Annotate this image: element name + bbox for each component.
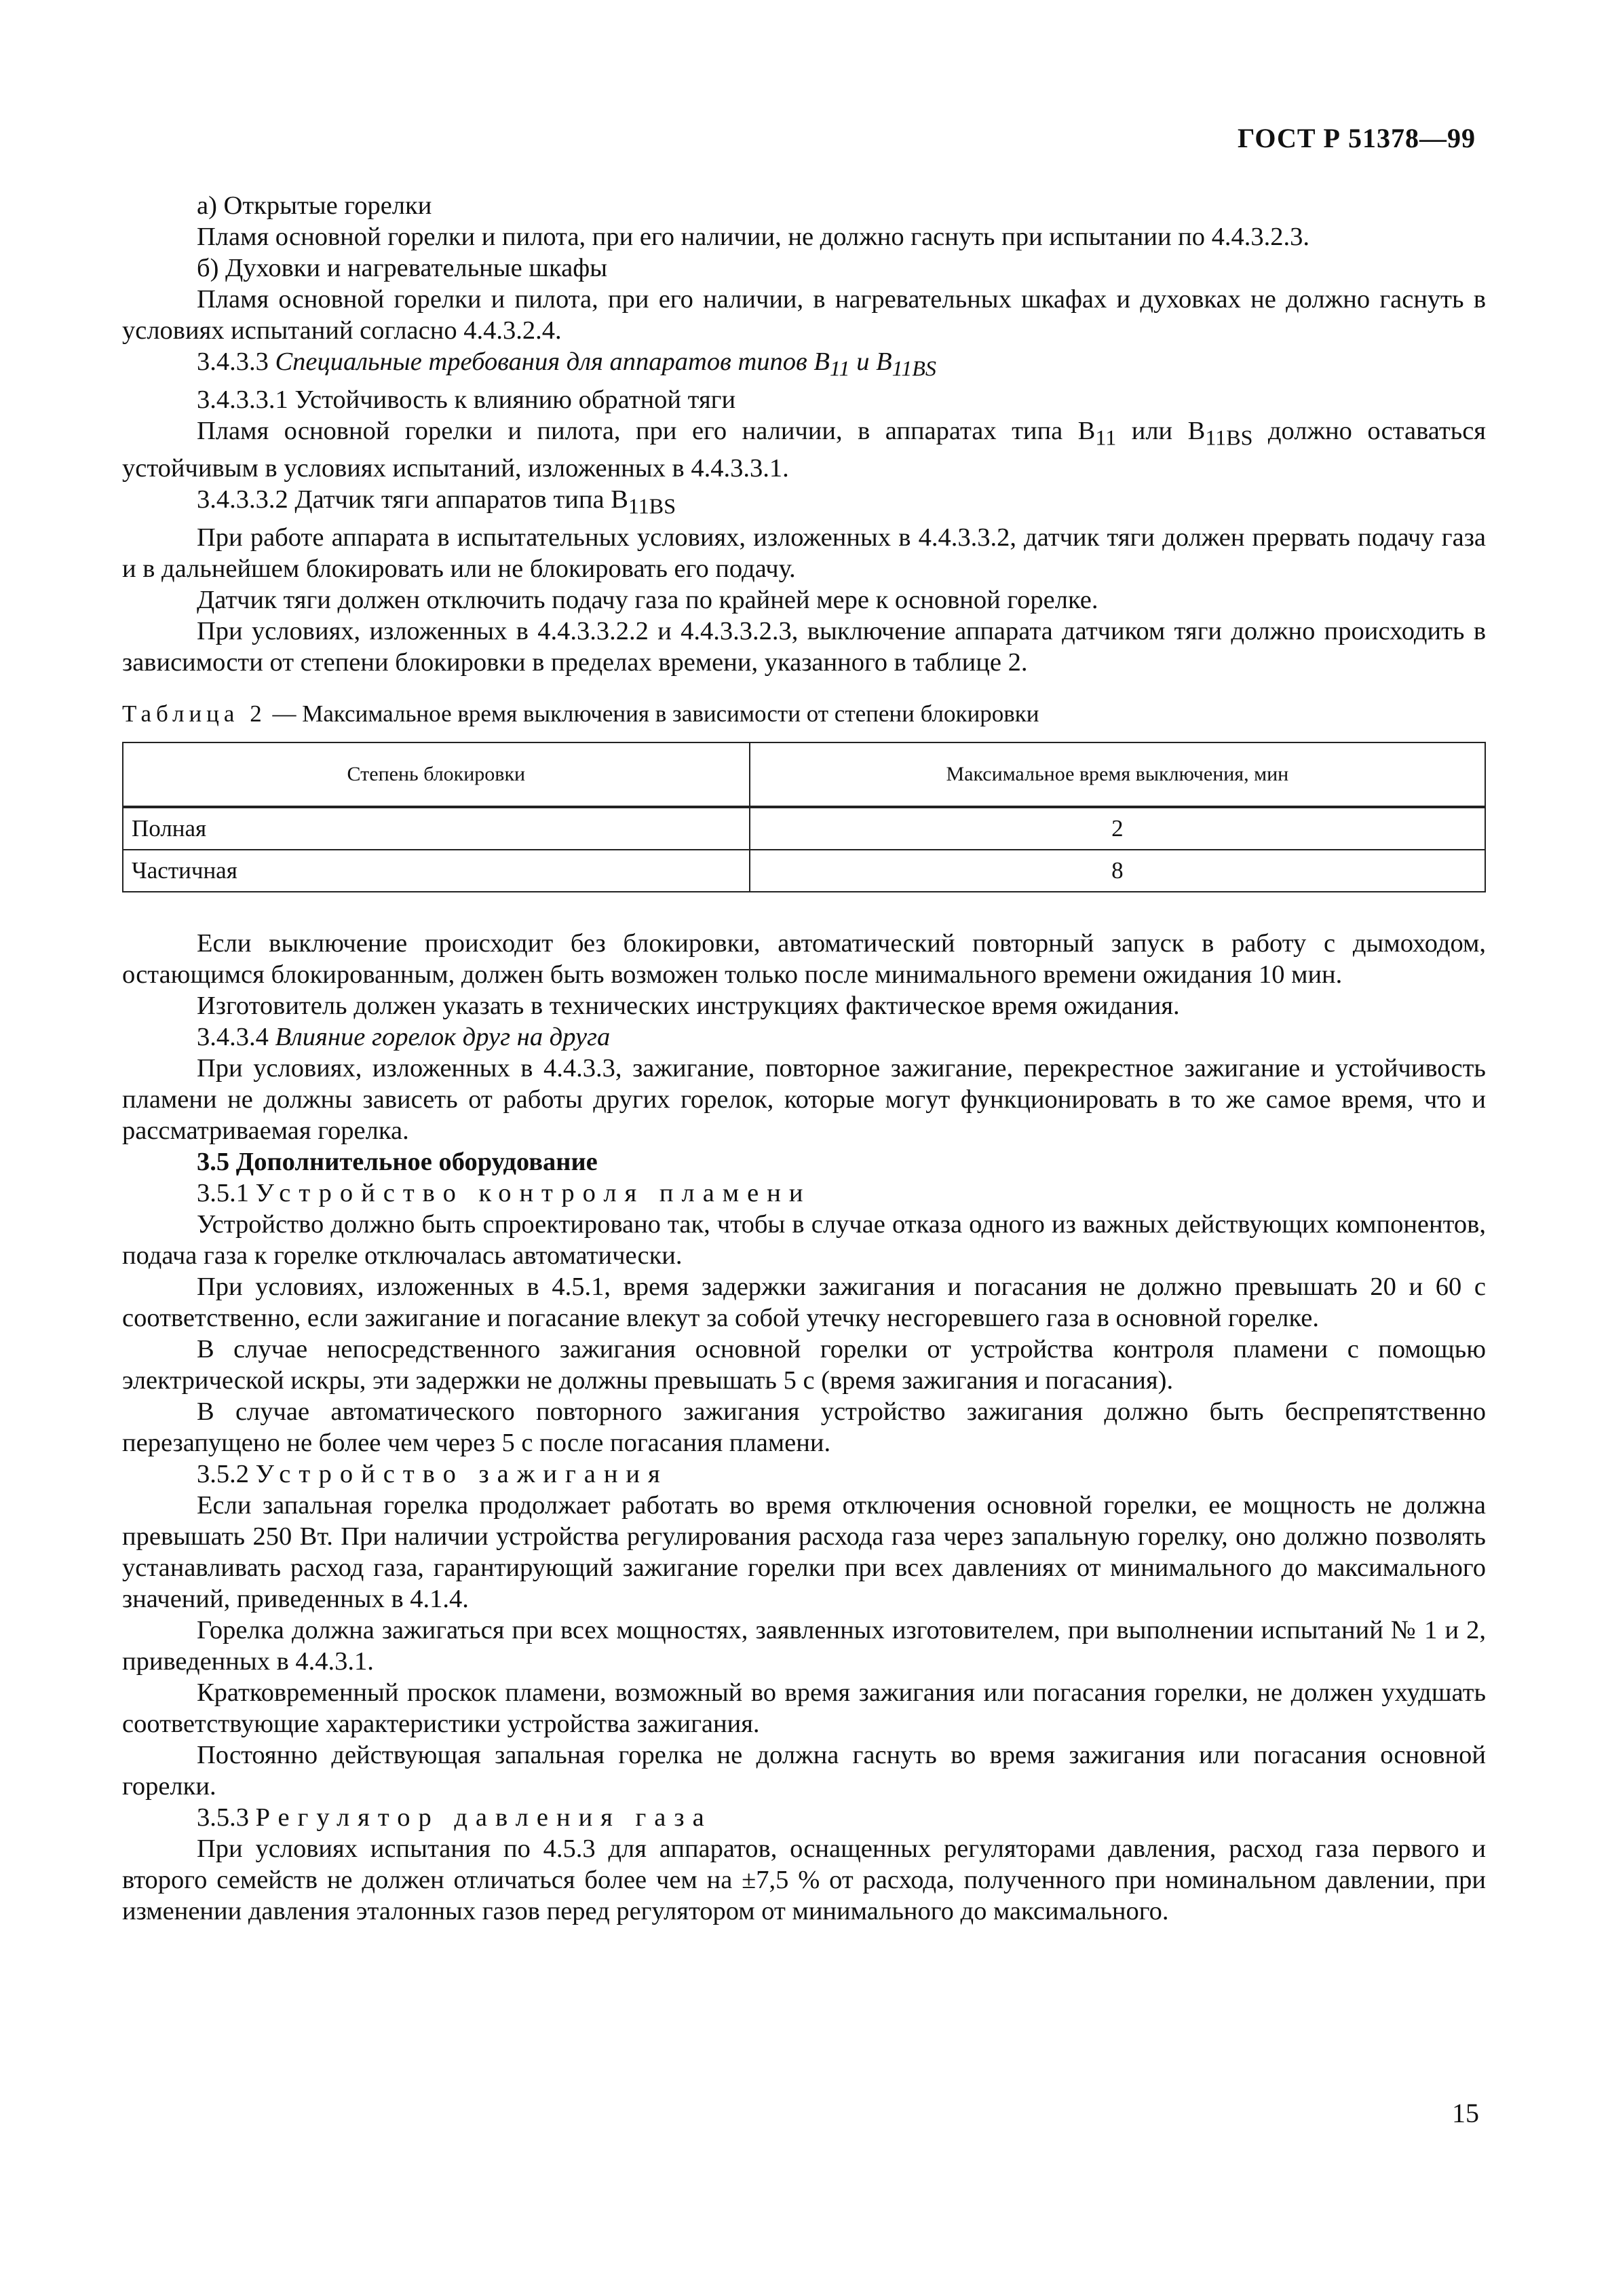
para-3-4-3-3-2-b: Датчик тяги должен отключить подачу газа по крайней мере к основной горелке. [197, 586, 1098, 615]
page-number: 15 [1452, 2098, 1479, 2128]
heading-number: 3.5.2 [197, 1460, 249, 1489]
subscript: 11BS [1205, 425, 1253, 450]
subscript: 11 [1095, 425, 1117, 450]
text-part: Пламя основной горелки и пилота, при его наличии, в аппаратах типа B [197, 416, 1096, 445]
table-caption-text: — Максимальное время выключения в зависимости от степени блокировки [272, 700, 1039, 728]
standard-number: ГОСТ Р 51378—99 [1237, 123, 1476, 153]
heading-title: Устройство зажигания [255, 1460, 668, 1489]
heading-title: 3.4.3.3.2 Датчик тяги аппаратов типа B [197, 485, 628, 514]
subscript: 11BS [628, 494, 676, 519]
para-3-5-2-c: Кратковременный проскок пламени, возможный во время зажигания или погасания горелки, не должен ухудшать соответствующие характеристики устройства зажигания. [122, 1678, 1486, 1739]
para-3-5-1-c: В случае непосредственного зажигания основной горелки от устройства контроля пламени с помощью электрической искры, эти задержки не должны превышать 5 с (время зажигания и погасания). [122, 1335, 1486, 1395]
heading-3-4-3-3-2 [122, 484, 1486, 522]
para-3-5-1-d: В случае автоматического повторного зажигания устройство зажигания должно быть беспрепятственно перезапущено не более чем через 5 с после погасания пламени. [122, 1397, 1486, 1458]
table-header-row [123, 742, 1485, 807]
para-b-text: Пламя основной горелки и пилота, при его наличии, в нагревательных шкафах и духовках не должно гаснуть в условиях испытаний согласно 4.4.3.2.4. [122, 285, 1486, 345]
para-3-5-1-b: При условиях, изложенных в 4.5.1, время задержки зажигания и погасания не должно превышать 20 и 60 с соответственно, если зажигание и погасание влекут за собой утечку несгоревшего газа в основной горелке. [122, 1273, 1486, 1333]
heading-title: Влияние горелок друг на друга [275, 1023, 611, 1052]
heading-number: 3.4.3.3 [197, 347, 269, 376]
heading-3-5-2 [122, 1458, 1486, 1490]
para-3-5-1-a: Устройство должно быть спроектировано так, чтобы в случае отказа одного из важных действующих компонентов, подача газа к горелке отключалась автоматически. [122, 1210, 1486, 1271]
heading-3-5-3 [122, 1802, 1486, 1833]
table-caption [122, 698, 1486, 730]
heading-title: Специальные требования для аппаратов типов B [275, 347, 830, 376]
heading-3-5: 3.5 Дополнительное оборудование [197, 1148, 598, 1177]
para-after-table-2: Изготовитель должен указать в технических инструкциях фактическое время ожидания. [197, 992, 1180, 1021]
heading-title: Устройство контроля пламени [255, 1179, 811, 1208]
para-3-4-3-4: При условиях, изложенных в 4.4.3.3, зажигание, повторное зажигание, перекрестное зажигание и устойчивость пламени не должны зависеть от работы других горелок, которые могут функционировать в то же самое время, что и рассматриваемая горелка. [122, 1054, 1486, 1146]
para-3-5-2-d: Постоянно действующая запальная горелка не должна гаснуть во время зажигания или погасания основной горелки. [122, 1741, 1486, 1801]
text-part: должно оставаться устойчивым в условиях испытаний, изложенных в 4.4.3.3.1. [122, 416, 1487, 483]
heading-3-5-1 [122, 1178, 1486, 1209]
heading-3-4-3-3-1: 3.4.3.3.1 Устойчивость к влиянию обратной тяги [197, 385, 736, 414]
body-text [122, 190, 1486, 1927]
para-3-4-3-3-2-c: При условиях, изложенных в 4.4.3.3.2.2 и 4.4.3.3.2.3, выключение аппарата датчиком тяги должно происходить в зависимости от степени блокировки в пределах времени, указанного в таблице 2. [122, 617, 1486, 677]
table-label: Таблица 2 [122, 700, 267, 728]
subscript: 11BS [892, 356, 936, 381]
table-row [123, 850, 1485, 892]
para-3-4-3-3-2-a: При работе аппарата в испытательных условиях, изложенных в 4.4.3.3.2, датчик тяги должен прервать подачу газа и в дальнейшем блокировать или не блокировать его подачу. [122, 523, 1486, 584]
para-a-title: а) Открытые горелки [197, 191, 432, 220]
blocking-table [122, 742, 1486, 892]
table-cell: Полная [123, 807, 750, 850]
heading-number: 3.5.1 [197, 1179, 249, 1208]
table-row [123, 807, 1485, 850]
table-cell: 8 [750, 850, 1485, 892]
para-3-4-3-3-1 [122, 415, 1486, 485]
text-part: или B [1131, 416, 1206, 445]
subscript: 11 [829, 356, 850, 381]
heading-title: Регулятор давления газа [255, 1803, 712, 1832]
heading-number: 3.4.3.4 [197, 1023, 269, 1052]
para-3-5-3: При условиях испытания по 4.5.3 для аппаратов, оснащенных регуляторами давления, расход газа первого и второго семейств не должен отличаться более чем на ±7,5 % от расхода, полученного при номинальном давлении, при изменении давления эталонных газов перед регулятором от минимального до максимального. [122, 1834, 1486, 1926]
para-3-5-2-b: Горелка должна зажигаться при всех мощностях, заявленных изготовителем, при выполнении испытаний № 1 и 2, приведенных в 4.4.3.1. [122, 1616, 1486, 1676]
heading-number: 3.5.3 [197, 1803, 249, 1832]
para-3-5-2-a: Если запальная горелка продолжает работать во время отключения основной горелки, ее мощность не должна превышать 250 Вт. При наличии устройства регулирования расхода газа через запальную горелку, оно должно позволять устанавливать расход газа, гарантирующий зажигание горелки при всех давлениях от минимального до максимального значений, приведенных в 4.1.4. [122, 1491, 1486, 1614]
para-a-text: Пламя основной горелки и пилота, при его наличии, не должно гаснуть при испытании по 4.4.3.2.3. [197, 223, 1310, 251]
table-cell: Частичная [123, 850, 750, 892]
para-b-title: б) Духовки и нагревательные шкафы [197, 254, 608, 282]
table-header-cell: Степень блокировки [123, 742, 750, 807]
heading-3-4-3-4 [122, 1021, 1486, 1053]
table-cell: 2 [750, 807, 1485, 850]
para-after-table-1: Если выключение происходит без блокировки, автоматический повторный запуск в работу с дымоходом, остающимся блокированным, должен быть возможен только после минимального времени ожидания 10 мин. [122, 929, 1486, 990]
table-header-cell: Максимальное время выключения, мин [750, 742, 1485, 807]
heading-3-4-3-3 [122, 346, 1486, 384]
heading-title-and: и B [856, 347, 892, 376]
